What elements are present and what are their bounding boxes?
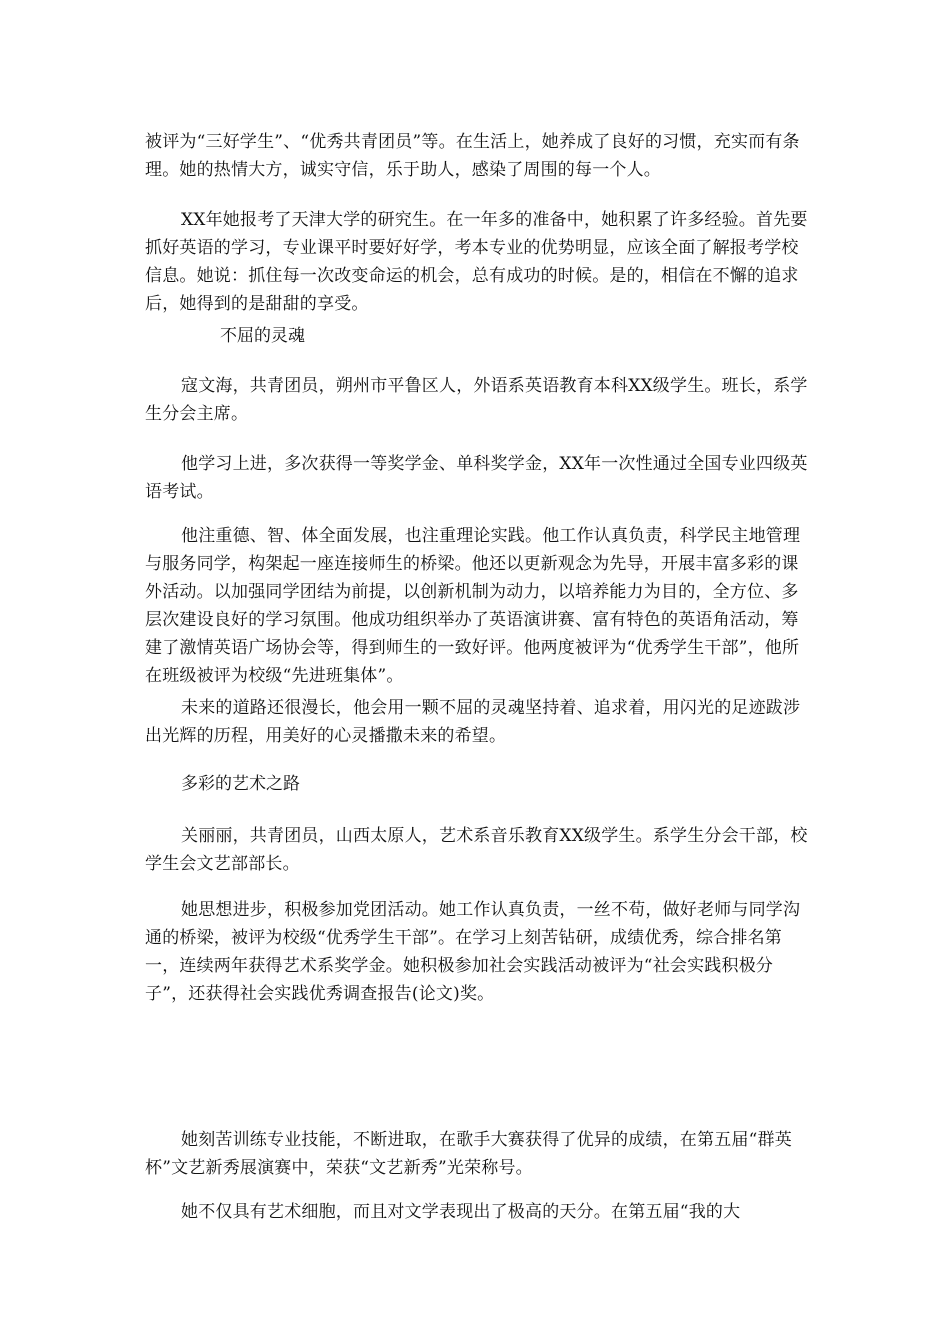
paragraph-kou-wenhai-study: 他学习上进，多次获得一等奖学金、单科奖学金，XX年一次性通过全国专业四级英语考试。 bbox=[145, 454, 808, 502]
section-heading-unyielding-soul: 不屈的灵魂 bbox=[220, 326, 305, 346]
paragraph-guan-lili-intro: 关丽丽，共青团员，山西太原人，艺术系音乐教育XX级学生。系学生分会干部，校学生会文艺部部长。 bbox=[145, 826, 808, 874]
paragraph-honors: 被评为“三好学生”、“优秀共青团员”等。在生活上，她养成了良好的习惯，充实而有条理。她的热情大方，诚实守信，乐于助人，感染了周围的每一个人。 bbox=[145, 132, 800, 180]
paragraph-kou-wenhai-work: 他注重德、智、体全面发展，也注重理论实践。他工作认真负责，科学民主地管理与服务同学，构架起一座连接师生的桥梁。他还以更新观念为先导，开展丰富多彩的课外活动。以加强同学团结为前提，以创新机制为动力，以培养能力为目的，全方位、多层次建设良好的学习氛围。他成功组织举办了英语演讲赛、富有特色的英语角活动，筹建了激情英语广场协会等，得到师生的一致好评。他两度被评为“优秀学生干部”，他所在班级被评为校级“先进班集体”。 bbox=[145, 526, 801, 686]
paragraph-guan-lili-literature: 她不仅具有艺术细胞，而且对文学表现出了极高的天分。在第五届“我的大 bbox=[181, 1202, 741, 1222]
paragraph-kou-wenhai-intro: 寇文海，共青团员，朔州市平鲁区人，外语系英语教育本科XX级学生。班长，系学生分会主席。 bbox=[145, 376, 808, 424]
paragraph-guan-lili-skills: 她刻苦训练专业技能，不断进取，在歌手大赛获得了优异的成绩，在第五届“群英杯”文艺新秀展演赛中，荣获“文艺新秀”光荣称号。 bbox=[145, 1130, 792, 1178]
paragraph-kou-wenhai-future: 未来的道路还很漫长，他会用一颗不屈的灵魂坚持着、追求着，用闪光的足迹跋涉出光辉的历程，用美好的心灵播撒未来的希望。 bbox=[145, 698, 801, 746]
paragraph-graduate-exam: XX年她报考了天津大学的研究生。在一年多的准备中，她积累了许多经验。首先要抓好英语的学习，专业课平时要好好学，考本专业的优势明显，应该全面了解报考学校信息。她说：抓住每一次改变命运的机会，总有成功的时候。是的，相信在不懈的追求后，她得到的是甜甜的享受。 bbox=[145, 210, 808, 314]
section-heading-colorful-art-road: 多彩的艺术之路 bbox=[181, 774, 300, 794]
paragraph-guan-lili-progress: 她思想进步，积极参加党团活动。她工作认真负责，一丝不苟，做好老师与同学沟通的桥梁，被评为校级“优秀学生干部”。在学习上刻苦钻研，成绩优秀，综合排名第一，连续两年获得艺术系奖学金。她积极参加社会实践活动被评为“社会实践积极分子”，还获得社会实践优秀调查报告(论文)奖。 bbox=[145, 900, 801, 1004]
